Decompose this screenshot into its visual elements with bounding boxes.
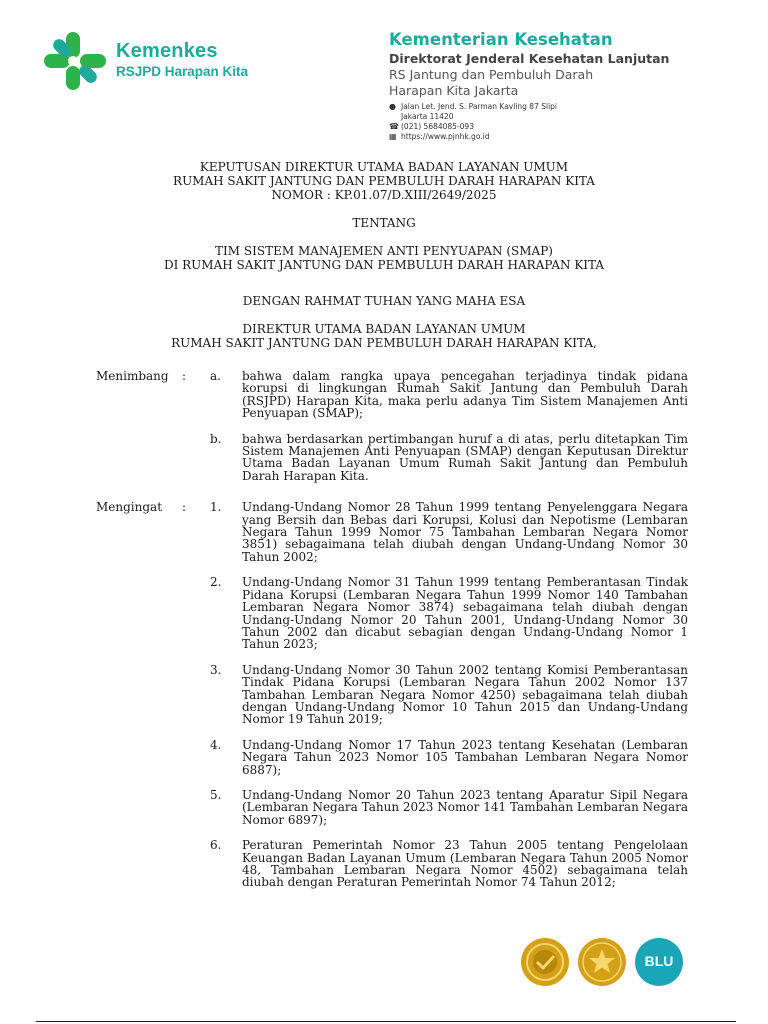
issuer-line1: DIREKTUR UTAMA BADAN LAYANAN UMUM (242, 322, 526, 336)
blu-logo (634, 937, 684, 987)
ministry-name: Kementerian Kesehatan (389, 30, 613, 49)
decree-title (0, 160, 768, 350)
item-marker: b. (210, 431, 222, 446)
item-marker: 3. (210, 662, 222, 677)
decree-body (96, 370, 688, 889)
globe-icon: ▦ (389, 132, 397, 141)
item-marker: 1. (210, 500, 222, 515)
brand-subtitle: RSJPD Harapan Kita (116, 64, 249, 79)
issuer-line2: RUMAH SAKIT JANTUNG DAN PEMBULUH DARAH HARAPAN KITA, (171, 336, 597, 350)
list-item (210, 576, 688, 650)
item-marker: 2. (210, 575, 222, 590)
list-item (210, 739, 688, 776)
list-item (210, 501, 688, 563)
item-text: Undang-Undang Nomor 20 Tahun 2023 tentang Aparatur Sipil Negara (Lembaran Negara Tahun 2023 Nomor 141 Tambahan Lembaran Negara Nomor 6897); (242, 787, 688, 827)
subject-line1: TIM SISTEM MANAJEMEN ANTI PENYUAPAN (SMAP) (215, 244, 553, 258)
accreditation-badges (520, 937, 684, 987)
item-text: Undang-Undang Nomor 28 Tahun 1999 tentang Penyelenggara Negara yang Bersih dan Bebas dari Korupsi, Kolusi dan Nepotisme (Lembaran Negara Tahun 1999 Nomor 75 Tambahan Lembaran Negara Nomor 3851) sebagaimana telah diubah dengan Undang-Undang Nomor 30 Tahun 2002; (242, 500, 688, 564)
footer-divider (36, 1021, 736, 1022)
item-text: Peraturan Pemerintah Nomor 23 Tahun 2005 tentang Pengelolaan Keuangan Badan Layanan Umum (Lembaran Negara Tahun 2005 Nomor 48, Tambahan Lembaran Negara Nomor 4502) sebagaimana telah diubah dengan Peraturan Pemerintah Nomor 74 Tahun 2012; (242, 838, 688, 890)
section-label: Mengingat (96, 500, 163, 515)
directorate-name: Direktorat Jenderal Kesehatan Lanjutan (389, 51, 670, 66)
website-link[interactable]: https://www.pjnhk.go.id (401, 132, 490, 141)
item-text: Undang-Undang Nomor 31 Tahun 1999 tentang Pemberantasan Tindak Pidana Korupsi (Lembaran Negara Tahun 1999 Nomor 140 Tambahan Lembaran Negara Nomor 3874) sebagaimana telah diubah dengan Undang-Undang Nomor 20 Tahun 2001, Undang-Undang Nomor 30 Tahun 2002 dan dicabut sebagian dengan Undang-Undang Nomor 1 Tahun 2023; (242, 575, 688, 652)
item-text: bahwa berdasarkan pertimbangan huruf a di atas, perlu ditetapkan Tim Sistem Manajemen Anti Penyuapan (SMAP) dengan Keputusan Direktur Utama Badan Layanan Umum Rumah Sakit Jantung dan Pembuluh Darah Harapan Kita. (242, 431, 688, 483)
item-text: Undang-Undang Nomor 17 Tahun 2023 tentang Kesehatan (Lembaran Negara Tahun 2023 Nomor 105 Tambahan Lembaran Negara Nomor 6887); (242, 737, 688, 777)
section-label: Menimbang (96, 369, 169, 383)
phone-icon: ☎ (389, 122, 399, 131)
list-item (210, 789, 688, 826)
address-line2: Jakarta 11420 (401, 112, 454, 121)
hospital-name-line1: RS Jantung dan Pembuluh Darah (389, 67, 594, 82)
blu-label: BLU (644, 953, 674, 969)
section-colon: : (182, 369, 187, 383)
accreditation-seal-icon (520, 937, 570, 987)
hospital-name-line2: Harapan Kita Jakarta (389, 83, 519, 98)
item-marker: a. (210, 369, 221, 383)
item-text: bahwa dalam rangka upaya pencegahan terjadinya tindak pidana korupsi di lingkungan Rumah Sakit Jantung dan Pembuluh Darah (RSJPD) Harapan Kita, maka perlu adanya Tim Sistem Manajemen Anti Penyuapan (SMAP); (242, 369, 688, 421)
list-item (210, 370, 688, 420)
subject-line2: DI RUMAH SAKIT JANTUNG DAN PEMBULUH DARAH HARAPAN KITA (163, 258, 605, 272)
decree-number: NOMOR : KP.01.07/D.XIII/2649/2025 (271, 188, 497, 202)
mengingat-section (96, 501, 688, 889)
letterhead (389, 30, 729, 142)
blessing-line: DENGAN RAHMAT TUHAN YANG MAHA ESA (242, 294, 526, 308)
section-colon: : (182, 500, 187, 515)
menimbang-section (96, 370, 688, 495)
kemenkes-logo (42, 30, 108, 92)
item-text: Undang-Undang Nomor 30 Tahun 2002 tentang Komisi Pemberantasan Tindak Pidana Korupsi (Lembaran Negara Tahun 2002 Nomor 137 Tambahan Lembaran Negara Nomor 4250) sebagaimana telah diubah dengan Undang-Undang Nomor 10 Tahun 2015 dan Undang-Undang Nomor 19 Tahun 2019; (242, 662, 688, 727)
list-item (210, 839, 688, 889)
title-line2: RUMAH SAKIT JANTUNG DAN PEMBULUH DARAH HARAPAN KITA (173, 174, 595, 188)
contact-block (389, 102, 729, 142)
about-heading: TENTANG (352, 216, 416, 230)
location-pin-icon: ● (389, 102, 396, 111)
address-line1: Jalan Let. Jend. S. Parman Kavling 87 Slipi (401, 102, 557, 111)
list-item (210, 664, 688, 726)
phone-number: (021) 5684085-093 (401, 122, 474, 131)
brand-name: Kemenkes (116, 40, 218, 62)
title-line1: KEPUTUSAN DIREKTUR UTAMA BADAN LAYANAN UMUM (199, 160, 569, 174)
item-marker: 6. (210, 838, 222, 853)
list-item (210, 433, 688, 483)
item-marker: 5. (210, 787, 222, 802)
quality-seal-icon (577, 937, 627, 987)
item-marker: 4. (210, 737, 222, 752)
